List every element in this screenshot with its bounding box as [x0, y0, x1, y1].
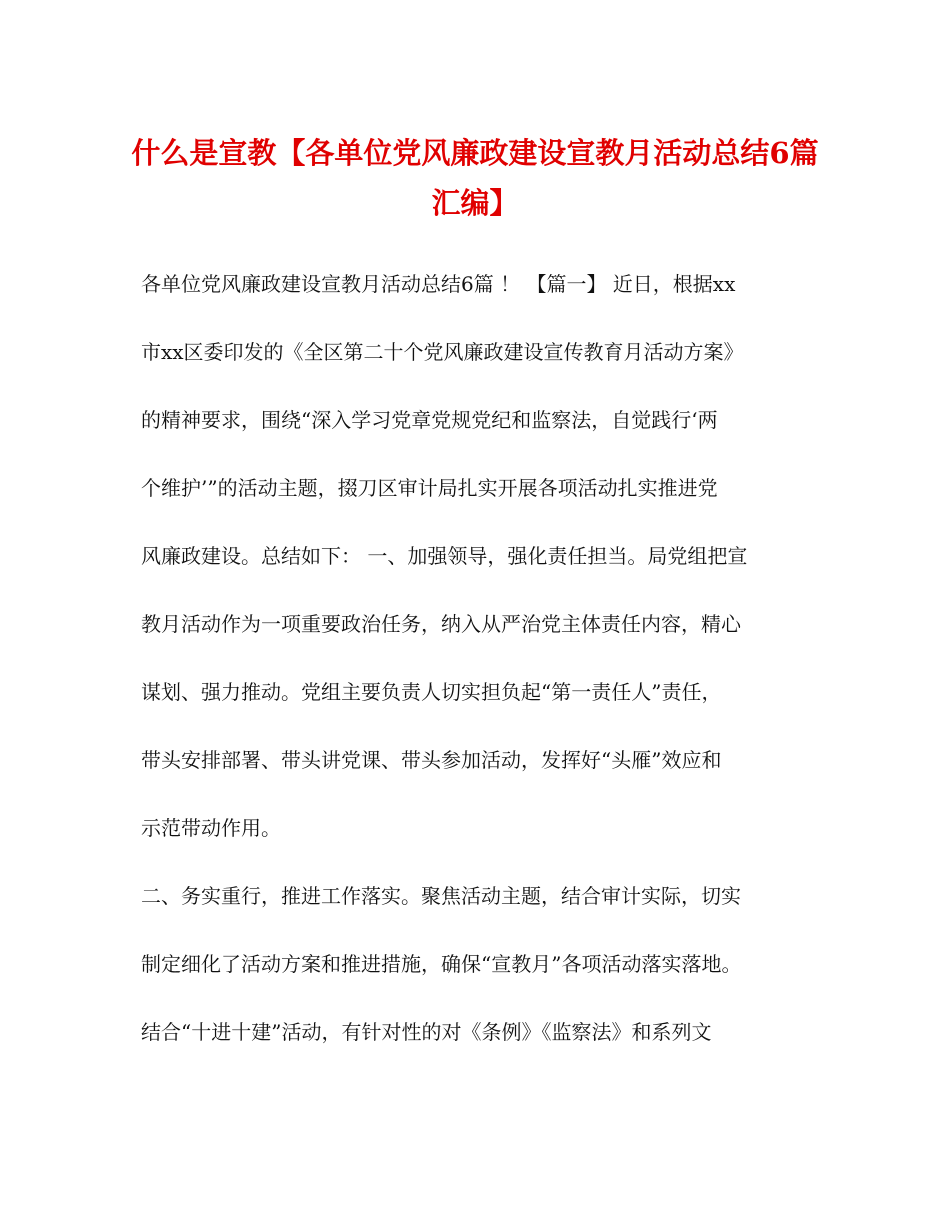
body-line: 市xx区委印发的《全区第二十个党风廉政建设宣传教育月活动方案》: [141, 340, 744, 364]
title-line-1: 什么是宣教【各单位党风廉政建设宣教月活动总结6篇: [131, 136, 819, 170]
body-line: 个维护’”的活动主题，掇刀区审计局扎实开展各项活动扎实推进党: [141, 476, 718, 500]
body-line: 的精神要求，围绕“深入学习党章党规党纪和监察法，自觉践行‘两: [141, 408, 718, 432]
body-line: 风廉政建设。总结如下： 一、加强领导，强化责任担当。局党组把宣: [141, 544, 748, 568]
body-line: 制定细化了活动方案和推进措施，确保“宣教月”各项活动落实落地。: [141, 952, 742, 976]
body-text: [141, 264, 831, 1080]
document-title: [120, 128, 830, 228]
body-line: 谋划、强力推动。党组主要负责人切实担负起“第一责任人”责任，: [141, 680, 722, 704]
body-line: 教月活动作为一项重要政治任务，纳入从严治党主体责任内容，精心: [141, 612, 741, 636]
body-line: 各单位党风廉政建设宣教月活动总结6篇 ！ 【篇一】 近日，根据xx: [141, 272, 736, 296]
body-line: 结合“十进十建”活动，有针对性的对《条例》《监察法》和系列文: [141, 1020, 712, 1044]
body-line: 示范带动作用。: [141, 816, 281, 840]
body-line: 二、务实重行，推进工作落实。聚焦活动主题，结合审计实际，切实: [141, 884, 741, 908]
title-line-2: 汇编】: [431, 186, 519, 220]
body-line: 带头安排部署、带头讲党课、带头参加活动，发挥好“头雁”效应和: [141, 748, 722, 772]
